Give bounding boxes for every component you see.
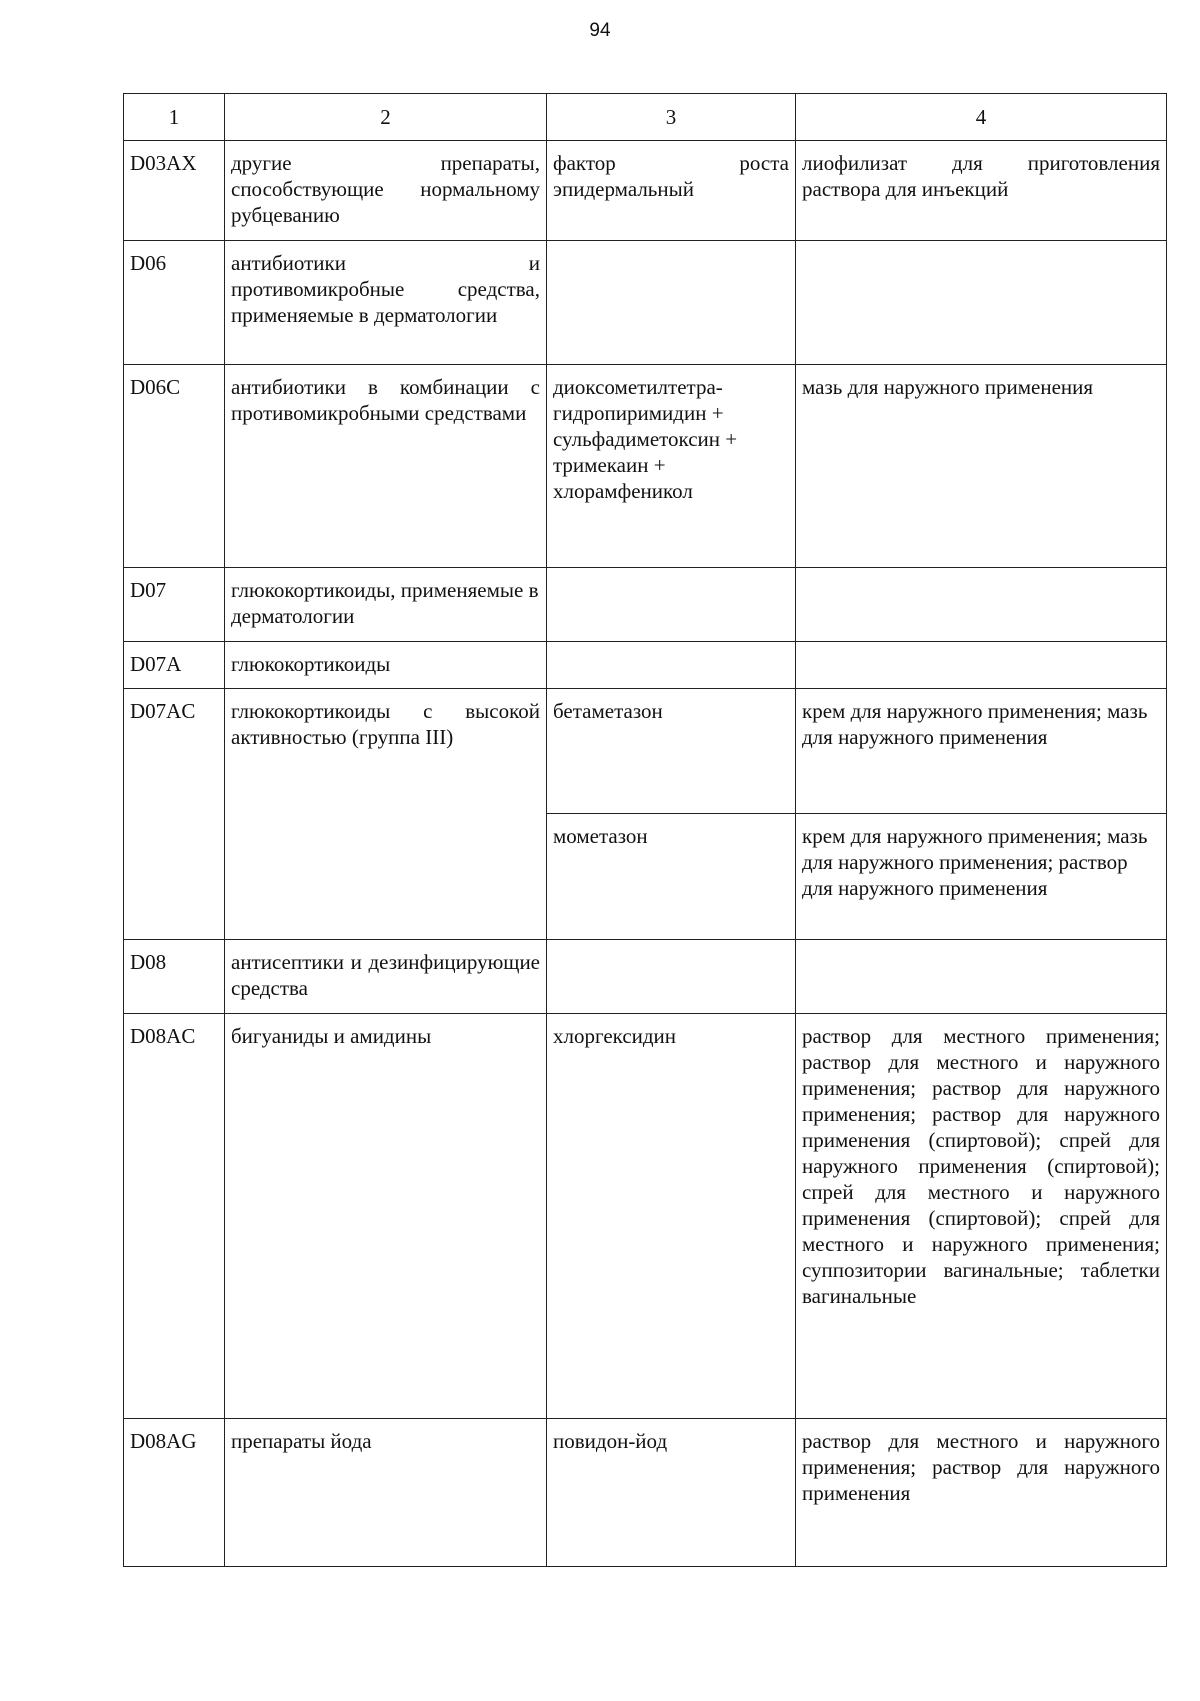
drug-name: хлоргексидин: [547, 1014, 796, 1419]
column-header-4: 4: [796, 94, 1167, 141]
dosage-forms: [796, 241, 1167, 365]
dosage-forms: крем для наружного применения; мазь для наружного применения: [796, 689, 1167, 814]
drug-name: [547, 642, 796, 689]
drug-name: [547, 241, 796, 365]
table-row: [124, 940, 1167, 1014]
drug-name: бетаметазон: [547, 689, 796, 814]
dosage-forms: [796, 940, 1167, 1014]
atc-code: D06C: [124, 365, 225, 568]
drug-name: мометазон: [547, 814, 796, 940]
dosage-forms: раствор для местного и наружного применения; раствор для наружного применения: [796, 1419, 1167, 1567]
drug-name: повидон-йод: [547, 1419, 796, 1567]
dosage-forms: раствор для местного применения; раствор для местного и наружного применения; раствор для наружного применения; раствор для наружного применения (спиртовой); спрей для наружного применения (спиртовой); спрей для местного и наружного применения (спиртовой); спрей для местного и наружного применения; суппозитории вагинальные; таблетки вагинальные: [796, 1014, 1167, 1419]
atc-code: D07: [124, 568, 225, 642]
atc-code: D07A: [124, 642, 225, 689]
table-row: [124, 1014, 1167, 1419]
table-row: [124, 689, 1167, 814]
group-name: препараты йода: [225, 1419, 547, 1567]
drug-name: диоксометилтетра-гидропиримидин + сульфадиметоксин + тримекаин + хлорамфеникол: [547, 365, 796, 568]
group-name: глюкокортикоиды, применяемые в дерматологии: [225, 568, 547, 642]
table-header-row: [124, 94, 1167, 141]
atc-code: D06: [124, 241, 225, 365]
column-header-2: 2: [225, 94, 547, 141]
atc-code: D08: [124, 940, 225, 1014]
dosage-forms: [796, 568, 1167, 642]
group-name: другие препараты, способствующие нормальному рубцеванию: [225, 141, 547, 241]
table-row: [124, 642, 1167, 689]
column-header-1: 1: [124, 94, 225, 141]
group-name: антибиотики и противомикробные средства, применяемые в дерматологии: [225, 241, 547, 365]
drug-classification-table: [123, 93, 1167, 1567]
table-row: [124, 365, 1167, 568]
group-name: глюкокортикоиды: [225, 642, 547, 689]
group-name: глюкокортикоиды с высокой активностью (группа III): [225, 689, 547, 940]
column-header-3: 3: [547, 94, 796, 141]
dosage-forms: крем для наружного применения; мазь для наружного применения; раствор для наружного применения: [796, 814, 1167, 940]
table-row: [124, 241, 1167, 365]
table-row: [124, 141, 1167, 241]
atc-code: D08AC: [124, 1014, 225, 1419]
page-number: 94: [589, 20, 611, 41]
table-row: [124, 568, 1167, 642]
drug-name: [547, 940, 796, 1014]
dosage-forms: [796, 642, 1167, 689]
group-name: бигуаниды и амидины: [225, 1014, 547, 1419]
dosage-forms: лиофилизат для приготовления раствора для инъекций: [796, 141, 1167, 241]
drug-name: фактор роста эпидермальный: [547, 141, 796, 241]
atc-code: D07AC: [124, 689, 225, 940]
atc-code: D08AG: [124, 1419, 225, 1567]
dosage-forms: мазь для наружного применения: [796, 365, 1167, 568]
atc-code: D03AX: [124, 141, 225, 241]
group-name: антибиотики в комбинации с противомикробными средствами: [225, 365, 547, 568]
table-row: [124, 1419, 1167, 1567]
group-name: антисептики и дезинфицирующие средства: [225, 940, 547, 1014]
drug-name: [547, 568, 796, 642]
